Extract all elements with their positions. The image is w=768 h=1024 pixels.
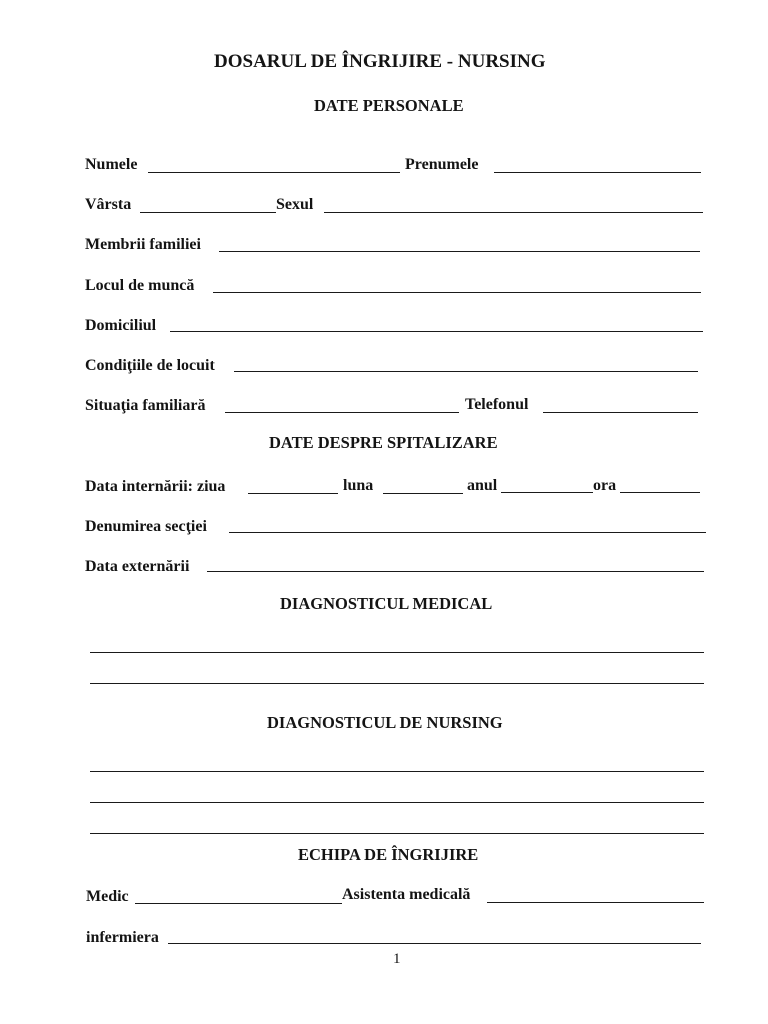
label-sexul: Sexul xyxy=(276,196,314,213)
label-varsta: Vârsta xyxy=(85,196,132,213)
label-luna: luna xyxy=(343,477,374,494)
page-number: 1 xyxy=(393,951,401,967)
label-situatia-familiala: Situaţia familiară xyxy=(85,397,206,414)
label-prenumele: Prenumele xyxy=(405,156,479,173)
label-conditiile-de-locuit: Condiţiile de locuit xyxy=(85,357,215,374)
nursing-diagnosis-line-1[interactable] xyxy=(90,771,704,772)
field-line-denumirea-sectiei[interactable] xyxy=(229,532,706,533)
label-locul-de-munca: Locul de muncă xyxy=(85,277,195,294)
field-line-situatia-familiala[interactable] xyxy=(225,412,459,413)
label-domiciliul: Domiciliul xyxy=(85,317,157,334)
label-medic: Medic xyxy=(86,888,129,905)
field-line-varsta[interactable] xyxy=(140,212,276,213)
label-infermiera: infermiera xyxy=(86,929,159,946)
label-denumirea-sectiei: Denumirea secţiei xyxy=(85,518,207,535)
label-membrii-familiei: Membrii familiei xyxy=(85,236,201,253)
label-data-externarii: Data externării xyxy=(85,558,190,575)
section-heading-personal: DATE PERSONALE xyxy=(314,96,464,115)
section-heading-medical-diagnosis: DIAGNOSTICUL MEDICAL xyxy=(280,594,493,613)
field-line-ziua[interactable] xyxy=(248,493,338,494)
section-heading-nursing-diagnosis: DIAGNOSTICUL DE NURSING xyxy=(267,713,503,732)
section-heading-hospitalization: DATE DESPRE SPITALIZARE xyxy=(269,433,498,452)
label-asistenta-medicala: Asistenta medicală xyxy=(342,886,471,903)
label-anul: anul xyxy=(467,477,498,494)
field-line-membrii-familiei[interactable] xyxy=(219,251,700,252)
label-numele: Numele xyxy=(85,156,138,173)
field-line-anul[interactable] xyxy=(501,492,593,493)
field-line-sexul[interactable] xyxy=(324,212,703,213)
field-line-conditiile-de-locuit[interactable] xyxy=(234,371,698,372)
label-ora: ora xyxy=(593,477,617,494)
page-title: DOSARUL DE ÎNGRIJIRE - NURSING xyxy=(214,51,546,72)
field-line-infermiera[interactable] xyxy=(168,943,701,944)
field-line-asistenta-medicala[interactable] xyxy=(487,902,704,903)
nursing-diagnosis-line-2[interactable] xyxy=(90,802,704,803)
medical-diagnosis-line-1[interactable] xyxy=(90,652,704,653)
label-telefonul: Telefonul xyxy=(465,396,529,413)
field-line-numele[interactable] xyxy=(148,172,400,173)
medical-diagnosis-line-2[interactable] xyxy=(90,683,704,684)
field-line-ora[interactable] xyxy=(620,492,700,493)
field-line-telefonul[interactable] xyxy=(543,412,698,413)
nursing-diagnosis-line-3[interactable] xyxy=(90,833,704,834)
label-data-internarii-ziua: Data internării: ziua xyxy=(85,478,226,495)
field-line-luna[interactable] xyxy=(383,493,463,494)
field-line-medic[interactable] xyxy=(135,903,342,904)
field-line-locul-de-munca[interactable] xyxy=(213,292,701,293)
field-line-domiciliul[interactable] xyxy=(170,331,703,332)
section-heading-care-team: ECHIPA DE ÎNGRIJIRE xyxy=(298,845,479,864)
field-line-prenumele[interactable] xyxy=(494,172,701,173)
field-line-data-externarii[interactable] xyxy=(207,571,704,572)
